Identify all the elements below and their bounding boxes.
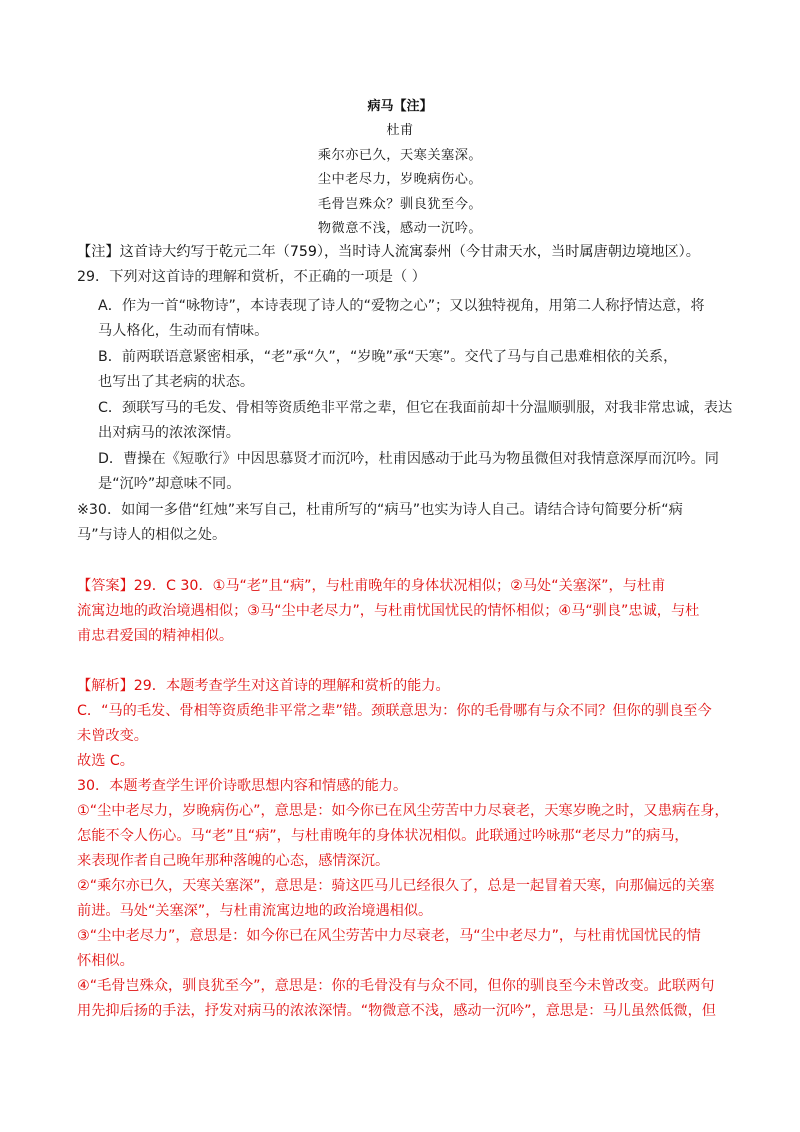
analysis-line-7: 怎能不令人伤心。马“老”且“病”，与杜甫晚年的身体状况相似。此联通过吟咏那“老尽力”的病马，: [77, 828, 689, 844]
option-b-line-1: B．前两联语意紧密相承，“老”承“久”，“岁晚”承“天寒”。交代了马与自己患难相依的关系，: [98, 349, 678, 365]
question-30-line-2: 马”与诗人的相似之处。: [77, 527, 227, 543]
poem-note: 【注】这首诗大约写于乾元二年（759），当时诗人流寓泰州（今甘肃天水，当时属唐朝边境地区）。: [77, 244, 700, 260]
analysis-line-5: 30．本题考查学生评价诗歌思想内容和情感的能力。: [77, 778, 408, 794]
analysis-line-3: 未曾改变。: [77, 728, 148, 744]
analysis-line-8: 来表现作者自己晚年那种落魄的心态，感情深沉。: [77, 853, 390, 869]
poem-author: 杜甫: [386, 123, 414, 138]
option-b-line-2: 也写出了其老病的状态。: [98, 374, 255, 390]
analysis-line-4: 故选 C。: [77, 753, 134, 769]
analysis-line-11: ③“尘中老尽力”，意思是：如今你已在风尘劳苦中力尽衰老，马“尘中老尽力”，与杜甫忧国忧民的情: [77, 928, 701, 944]
poem-line-3: 毛骨岂殊众？驯良犹至今。: [317, 197, 483, 212]
analysis-line-9: ②“乘尔亦已久，天寒关塞深”，意思是：骑这匹马儿已经很久了，总是一起冒着天寒，向那偏远的关塞: [77, 878, 715, 894]
option-d-line-1: D．曹操在《短歌行》中因思慕贤才而沉吟，杜甫因感动于此马为物虽微但对我情意深厚而沉吟。同: [98, 451, 719, 467]
analysis-line-2: C．“马的毛发、骨相等资质绝非平常之辈”错。颈联意思为：你的毛骨哪有与众不同？但你的驯良至今: [77, 703, 712, 719]
question-29-stem: 29．下列对这首诗的理解和赏析，不正确的一项是（ ）: [77, 269, 426, 285]
answer-line-2: 流寓边地的政治境遇相似；③马“尘中老尽力”，与杜甫忧国忧民的情怀相似；④马“驯良”忠诚，与杜: [77, 603, 700, 619]
option-a-line-2: 马人格化，生动而有情味。: [98, 323, 269, 339]
analysis-line-14: 用先抑后扬的手法，抒发对病马的浓浓深情。“物微意不浅，感动一沉吟”，意思是：马儿虽然低微，但: [77, 1003, 716, 1019]
analysis-line-6: ①“尘中老尽力，岁晚病伤心”，意思是：如今你已在风尘劳苦中力尽衰老，天寒岁晚之时，又患病在身，: [77, 803, 729, 819]
analysis-line-10: 前进。马处“关塞深”，与杜甫流寓边地的政治境遇相似。: [77, 903, 433, 919]
option-c-line-2: 出对病马的浓浓深情。: [98, 425, 240, 441]
analysis-line-13: ④“毛骨岂殊众，驯良犹至今”，意思是：你的毛骨没有与众不同，但你的驯良至今未曾改变。此联两句: [77, 978, 715, 994]
answer-line-3: 甫忠君爱国的精神相似。: [77, 628, 234, 644]
poem-line-1: 乘尔亦已久，天寒关塞深。: [317, 148, 483, 163]
option-d-line-2: 是“沉吟”却意味不同。: [98, 476, 241, 492]
analysis-line-1: 【解析】29．本题考查学生对这首诗的理解和赏析的能力。: [77, 678, 450, 694]
poem-line-2: 尘中老尽力，岁晚病伤心。: [317, 172, 483, 187]
analysis-line-12: 怀相似。: [77, 953, 134, 969]
question-30-line-1: ※30．如闻一多借“红烛”来写自己，杜甫所写的“病马”也实为诗人自己。请结合诗句简要分析“病: [77, 502, 683, 518]
option-c-line-1: C．颈联写马的毛发、骨相等资质绝非平常之辈，但它在我面前却十分温顺驯服，对我非常忠诚，表达: [98, 400, 733, 416]
option-a-line-1: A．作为一首“咏物诗”，本诗表现了诗人的“爱物之心”；又以独特视角，用第二人称抒情达意，将: [98, 298, 705, 314]
answer-line-1: 【答案】29．C 30．①马“老”且“病”，与杜甫晚年的身体状况相似；②马处“关塞深”，与杜甫: [77, 578, 666, 594]
poem-line-4: 物微意不浅，感动一沉吟。: [317, 221, 483, 236]
poem-title: 病马【注】: [367, 99, 433, 114]
